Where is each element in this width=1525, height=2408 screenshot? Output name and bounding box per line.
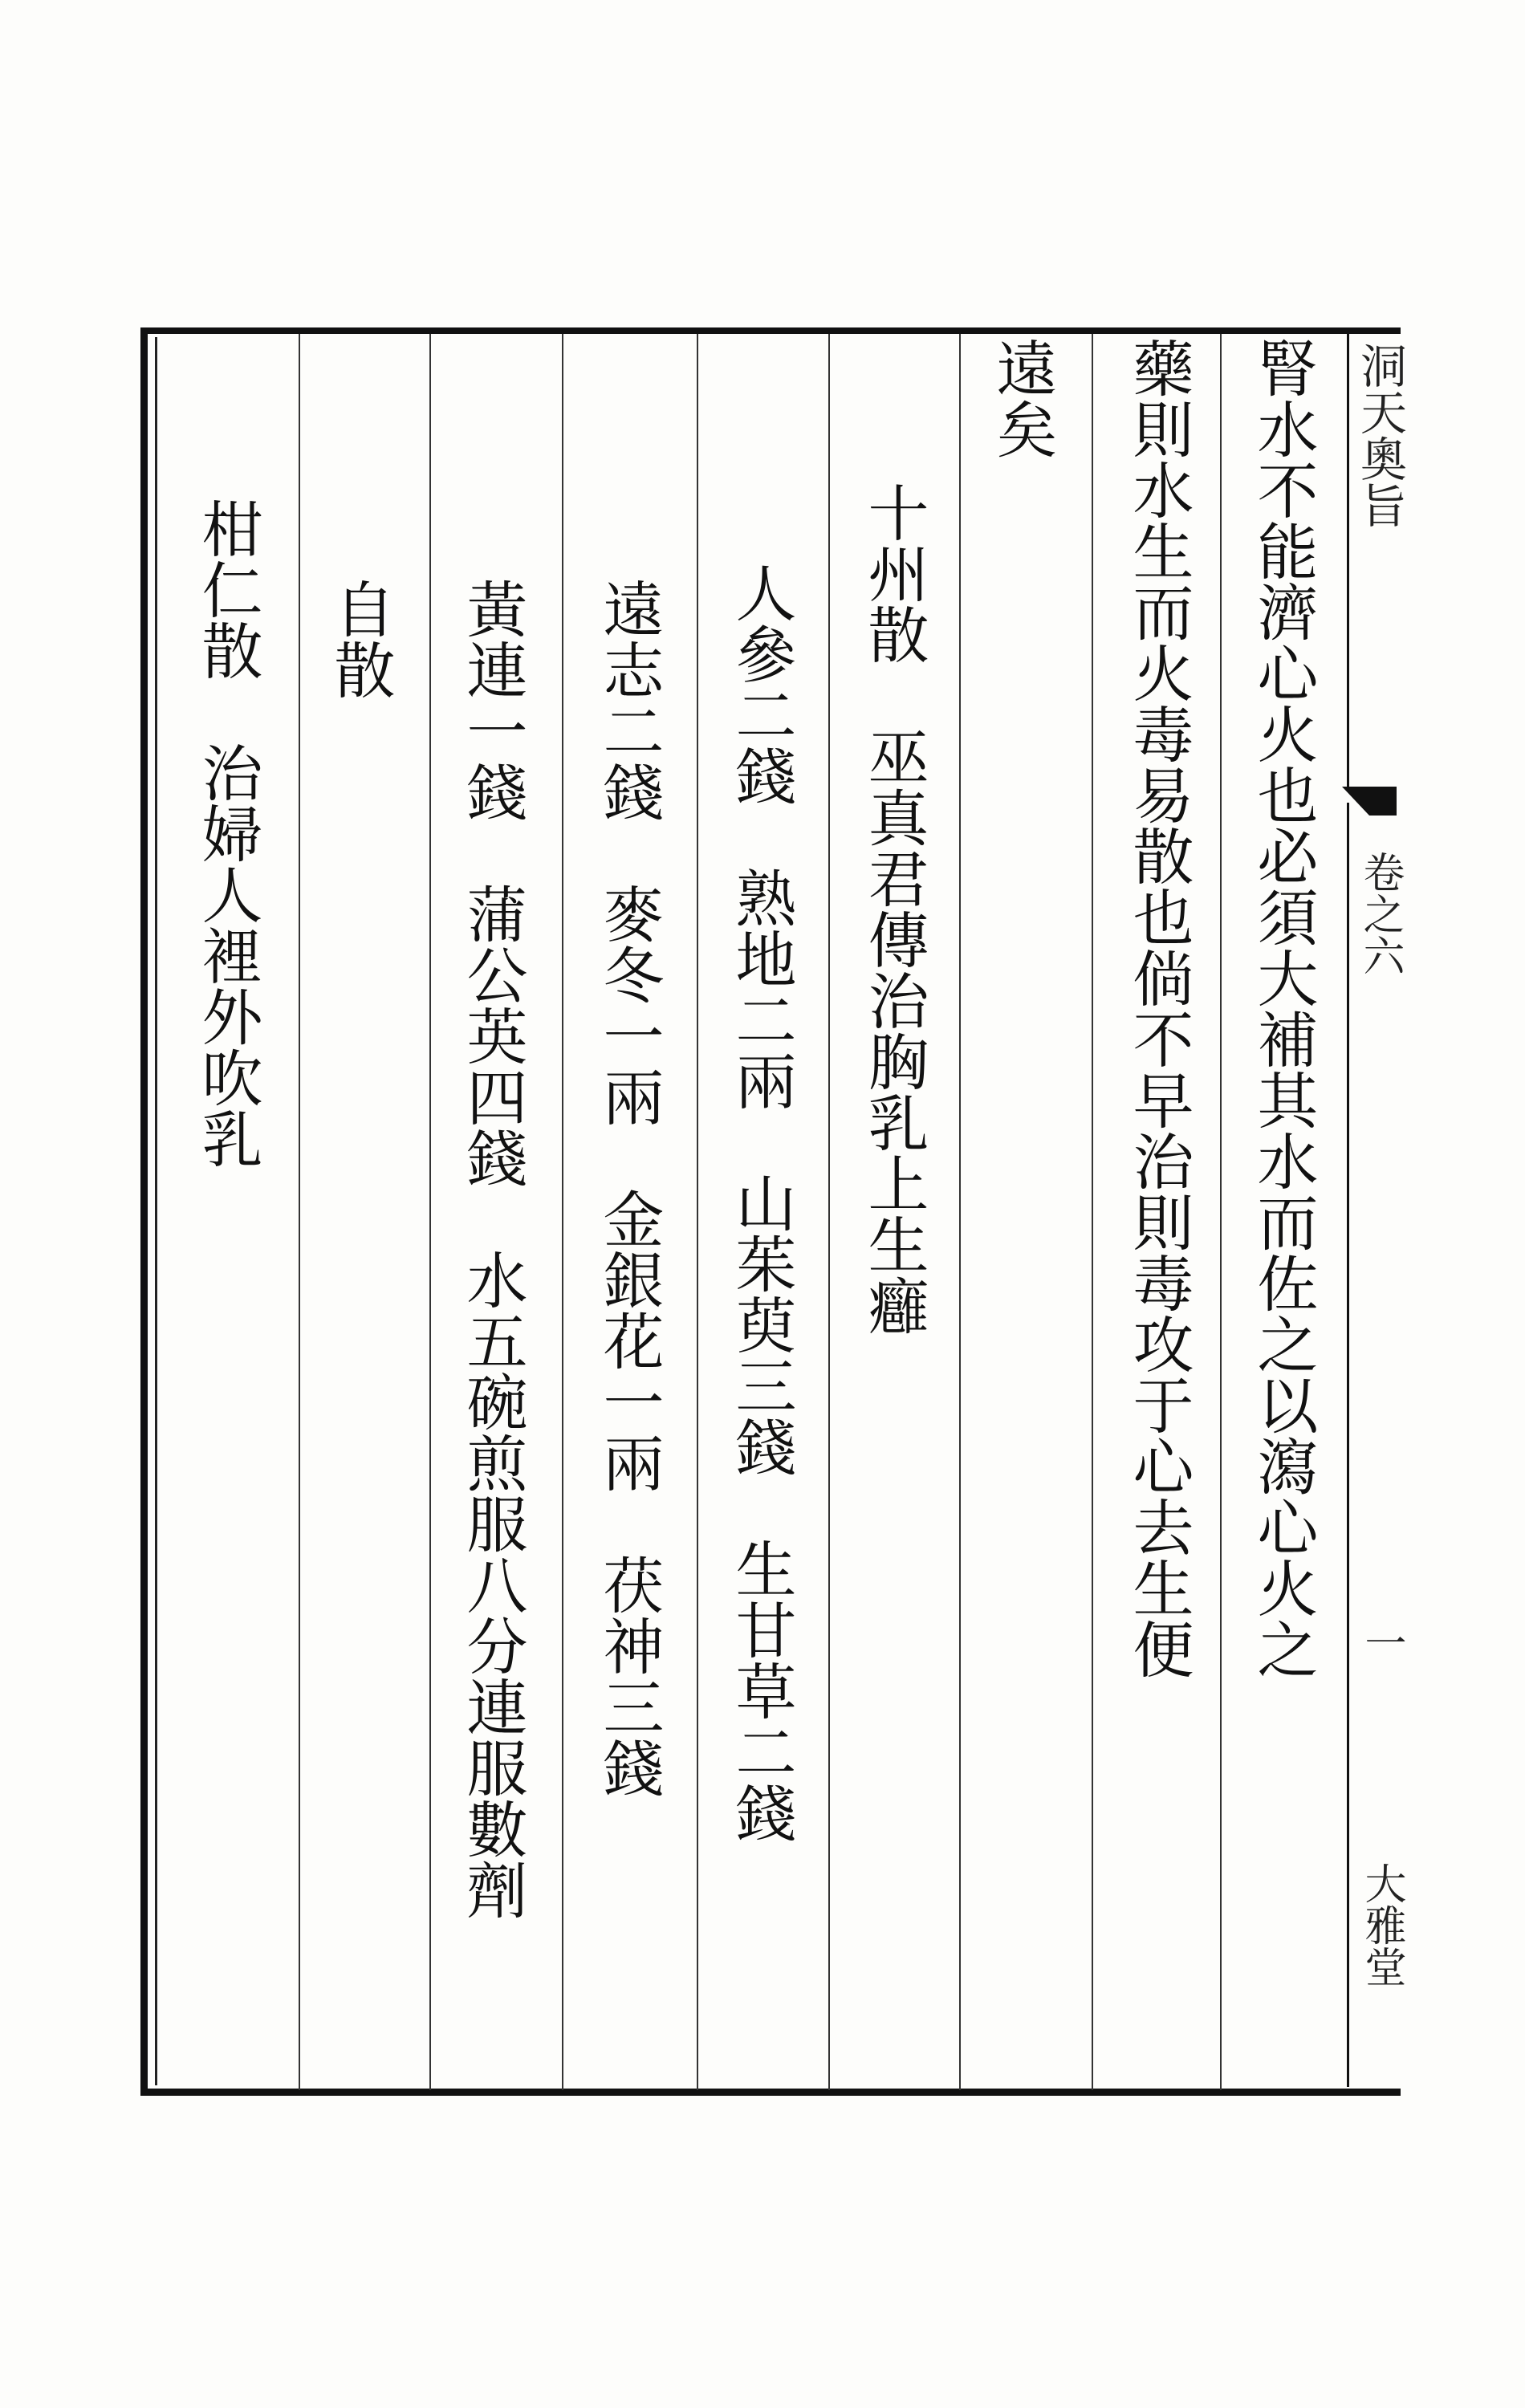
- column-rule: [697, 334, 698, 2090]
- column-rule: [1220, 334, 1222, 2090]
- margin-book-title: 洞天奧旨: [1352, 342, 1407, 528]
- margin-rule-upper: [1347, 334, 1349, 791]
- margin-folio-number: 一: [1357, 1621, 1405, 1663]
- text-column-4: 十州散 巫真君傳治胸乳上生癰: [858, 482, 929, 1336]
- frame-left-inner-rule: [155, 337, 157, 2085]
- text-column-2: 藥則水生而火毒易散也倘不早治則毒攻于心去生便: [1123, 337, 1194, 1679]
- column-rule: [562, 334, 563, 2090]
- margin-rule-lower: [1347, 803, 1349, 2087]
- margin-volume: 卷之六: [1356, 851, 1404, 976]
- text-column-1: 腎水不能濟心火也必須大補其水而佐之以瀉心火之: [1247, 337, 1319, 1679]
- column-rule: [429, 334, 431, 2090]
- column-rule: [1092, 334, 1093, 2090]
- fishtail-mark: [1342, 787, 1397, 816]
- text-column-3: 遠矣: [986, 337, 1058, 459]
- frame-top-border: [140, 327, 1401, 334]
- text-column-8: 自散: [324, 578, 396, 700]
- text-column-7: 黃連一錢 蒲公英四錢 水五碗煎服八分連服數劑: [457, 578, 528, 1920]
- frame-bottom-border: [140, 2089, 1401, 2096]
- text-column-9: 柑仁散 治婦人裡外吹乳: [192, 498, 263, 1169]
- column-rule: [828, 334, 830, 2090]
- text-column-6: 遠志二錢 麥冬一兩 金銀花一兩 茯神三錢: [593, 578, 665, 1798]
- margin-studio-name: 大雅堂: [1357, 1862, 1405, 1987]
- frame-left-border: [140, 327, 148, 2096]
- text-column-5: 人參二錢 熟地二兩 山茱萸三錢 生甘草二錢: [726, 562, 797, 1843]
- column-rule: [959, 334, 961, 2090]
- column-rule: [299, 334, 300, 2090]
